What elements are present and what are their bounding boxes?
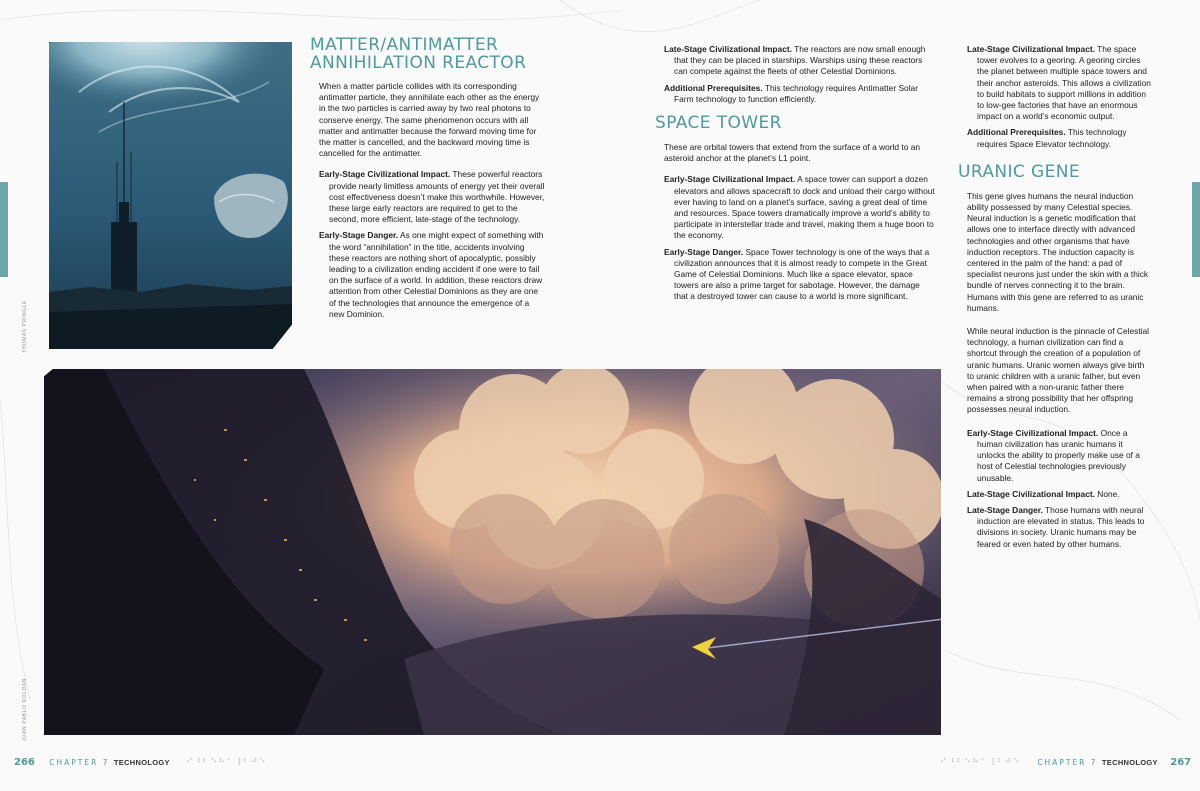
uranic-late-impact: Late-Stage Civilizational Impact. None.	[967, 488, 1120, 499]
right-edge-tab	[1192, 182, 1200, 277]
space-tower-intro: These are orbital towers that extend from the surface of a world to an asteroid anchor at the planet’s L1 point.	[664, 142, 921, 164]
right-footer	[940, 757, 1191, 768]
uranic-gene-para2: While neural induction is the pinnacle of Celestial technology, a human civilization can find a shortcut through the creation of a population of uranic humans. Uranic women always give birth to uranic children with a uranic father, but even when paired with a non-uranic father there remains a strong possibility that her offspring possesses neural induction.	[967, 326, 1150, 415]
left-edge-tab	[0, 182, 8, 277]
reactor-prerequisites: Additional Prerequisites. This technology requires Antimatter Solar Farm technology to function efficiently.	[664, 82, 918, 104]
space-tower-early-impact: Early-Stage Civilizational Impact. A space tower can support a dozen elevators and allows spacecraft to dock and unload their cargo without ever having to land on a planet’s surface, saving a great deal of time and resources. Space towers dramatically improve a world’s ability to participate in interstellar trade and travel, making them a huge boon to the economy.	[664, 174, 935, 241]
reactor-title: MATTER/ANTIMATTER ANNIHILATION REACTOR	[310, 35, 527, 73]
reactor-intro: When a matter particle collides with its corresponding antimatter particle, they annihilate each other as the energy in the two particles is carried away by two real photons to conserve energy. The same phenomenon occurs with all matter and antimatter because the forward moving time for the matter is cancelled, and the backward moving time is cancelled for the antimatter.	[319, 81, 540, 159]
space-tower-early-danger: Early-Stage Danger. Space Tower technology is one of the ways that a civilization announces that it is almost ready to compete in the Great Game of Celestial Dominions. Much like a space elevator, space towers are also a prime target for sabotage. However, the damage that a destroyed tower can cause to a world is more significant.	[664, 246, 930, 302]
right-chapter-label: CHAPTER 7 TECHNOLOGY	[1037, 758, 1158, 767]
left-chapter-label: CHAPTER 7 TECHNOLOGY	[49, 758, 170, 767]
right-column-1	[655, 44, 936, 308]
uranic-early-impact: Early-Stage Civilizational Impact. Once a human civilization has uranic humans it unlocks the ability to properly make use of a host of Celestial technologies previously unusable.	[967, 427, 1140, 483]
space-tower-prerequisites: Additional Prerequisites. This technology requires Space Elevator technology.	[967, 127, 1127, 149]
reactor-early-danger: Early-Stage Danger. As one might expect of something with the word “annihilation” in the title, accidents involving these reactors are nothing short of apocalyptic, possibly leading to a civilization ending accident if one were to fail on the surface of a world. In addition, these reactors draw attention from other Celestial Dominions as they are one of the technologies that announce the emergence of a new Dominion.	[319, 230, 544, 319]
reactor-late-impact: Late-Stage Civilizational Impact. The reactors are now small enough that they can be placed in starships. Warships using these reactors can compete against the fleets of other Celestial Dominions.	[664, 44, 926, 77]
reactor-early-impact: Early-Stage Civilizational Impact. These powerful reactors provide nearly limitless amounts of energy yet their overall cost effectiveness doesn’t make this worthwhile. However, these large early reactors are required to get to the second, more efficient, late-stage of the technology.	[319, 169, 545, 225]
space-tower-late-impact: Late-Stage Civilizational Impact. The space tower evolves to a georing. A georing circles the planet between multiple space towers and their anchor asteroids. This allows a civilization to build habitats to support millions in addition to low-gee factories that have an enormous impact on a world’s economic output.	[967, 44, 1151, 122]
left-glyph-decoration: ⠊⠘⠃⠑⠓⠁⠸⠃⠚⠑	[186, 758, 268, 768]
left-footer	[14, 757, 267, 768]
left-page-number: 266	[14, 757, 35, 768]
space-tower-title: SPACE TOWER	[655, 113, 782, 134]
right-page-number: 267	[1170, 757, 1192, 768]
artist-credit-bottom: JUAN PABLO ROLDAN	[22, 678, 28, 742]
right-glyph-decoration: ⠊⠘⠃⠑⠓⠁⠸⠃⠚⠑	[940, 758, 1021, 768]
uranic-gene-para1: This gene gives humans the neural induction ability possessed by many Celestial species. Neural induction is a genetic modification that allows one to interface directly with advanced technologies and other organisms that have induction receptors. The induction capacity is centered in the palm of the hand: a pad of specialist neurons just under the skin with a thick bundle of nerves connecting it to the brain. Humans with this gene are referred to as uranic humans.	[967, 190, 1149, 313]
reactor-section	[310, 36, 546, 325]
artist-credit-top: THOMAS PRINGLE	[22, 300, 28, 354]
right-column-2	[958, 44, 1151, 555]
uranic-gene-title: URANIC GENE	[958, 161, 1080, 182]
space-tower-clouds-artwork	[44, 369, 941, 735]
uranic-late-danger: Late-Stage Danger. Those humans with neural induction are elevated in status. This leads to divisions in society. Uranic humans may be feared or even hated by other humans.	[967, 504, 1145, 549]
reactor-tower-artwork	[49, 42, 292, 349]
